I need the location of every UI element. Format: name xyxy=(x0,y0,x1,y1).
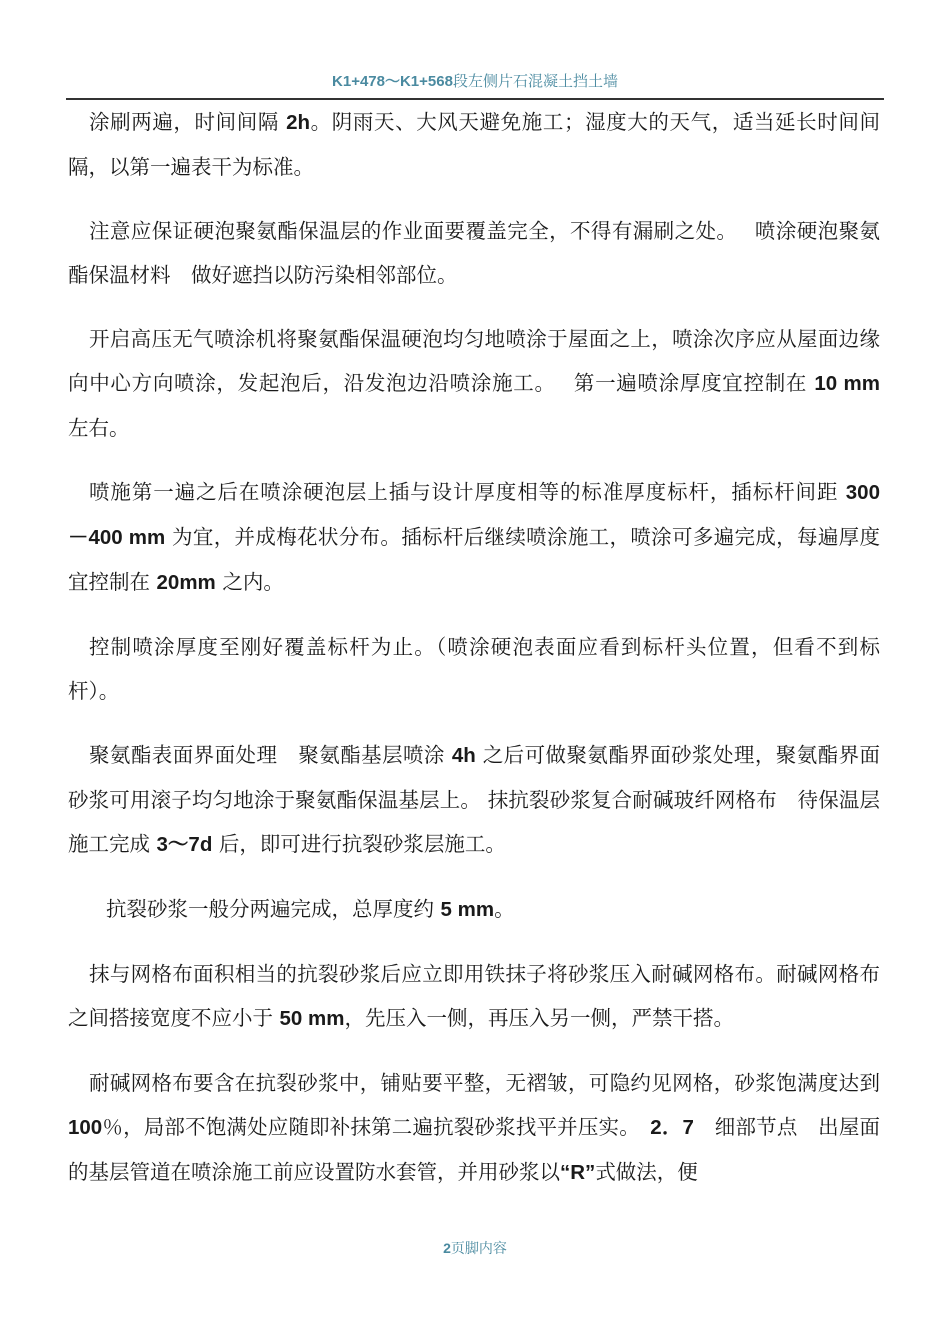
header-title: 段左侧片石混凝土挡土墙 xyxy=(452,72,618,90)
paragraph-5: 控制喷涂厚度至刚好覆盖标杆为止。（喷涂硬泡表面应看到标杆头位置，但看不到标杆）。 xyxy=(68,635,880,703)
document-body xyxy=(68,100,901,1215)
paragraph-9: 耐碱网格布要含在抗裂砂浆中，铺贴要平整，无褶皱，可隐约见网格，砂浆饱满度达到 100％，局部不饱满处应随即补抹第二遍抗裂砂浆找平并压实。 2．7 细部节点 出屋面的基层管道在喷涂施工前应设置防水套管，并用砂浆以“R”式做法，便 xyxy=(68,1071,881,1184)
paragraph-8: 抹与网格布面积相当的抗裂砂浆后应立即用铁抹子将砂浆压入耐碱网格布。耐碱网格布之间搭接宽度不应小于 50 mm，先压入一侧，再压入另一侧，严禁干搭。 xyxy=(68,962,880,1030)
header-section-code: K1+478～K1+568 xyxy=(332,73,453,90)
page-footer xyxy=(0,1238,950,1258)
paragraph-6: 聚氨酯表面界面处理 聚氨酯基层喷涂 4h 之后可做聚氨酯界面砂浆处理，聚氨酯界面砂浆可用滚子均匀地涂于聚氨酯保温基层上。 抹抗裂砂浆复合耐碱玻纤网格布 待保温层施工完成 3～7d 后，即可进行抗裂砂浆层施工。 xyxy=(68,743,881,856)
paragraph-4: 喷施第一遍之后在喷涂硬泡层上插与设计厚度相等的标准厚度标杆，插标杆间距 300 －400 mm 为宜，并成梅花状分布。插标杆后继续喷涂施工，喷涂可多遍完成，每遍厚度宜控制在 20mm 之内。 xyxy=(68,480,901,594)
paragraph-3: 开启高压无气喷涂机将聚氨酯保温硬泡均匀地喷涂于屋面之上，喷涂次序应从屋面边缘向中心方向喷涂，发起泡后，沿发泡边沿喷涂施工。 第一遍喷涂厚度宜控制在 10 mm 左右。 xyxy=(68,327,880,440)
paragraph-1: 涂刷两遍，时间间隔 2h。阴雨天、大风天避免施工；湿度大的天气，适当延长时间间隔，以第一遍表干为标准。 xyxy=(68,110,880,179)
paragraph-2: 注意应保证硬泡聚氨酯保温层的作业面要覆盖完全，不得有漏刷之处。 喷涂硬泡聚氨酯保温材料 做好遮挡以防污染相邻部位。 xyxy=(68,219,880,287)
paragraph-7: 抗裂砂浆一般分两遍完成，总厚度约 5 mm。 xyxy=(106,897,515,921)
running-header xyxy=(66,70,884,91)
footer-label: 页脚内容 xyxy=(450,1241,507,1257)
page-number: 2 xyxy=(443,1240,451,1256)
